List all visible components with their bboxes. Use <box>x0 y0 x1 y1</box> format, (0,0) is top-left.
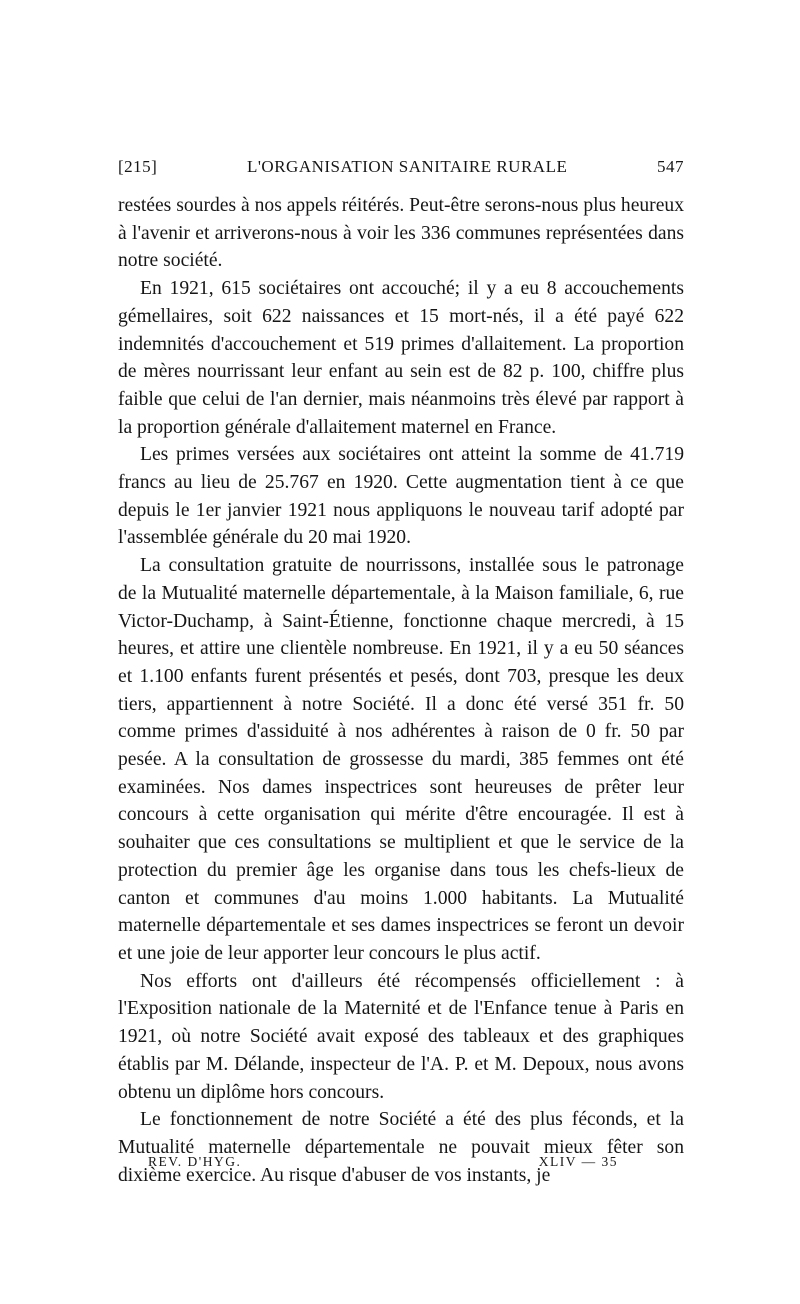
paragraph-3: Les primes versées aux sociétaires ont atteint la somme de 41.719 francs au lieu de 25.767 en 1920. Cette augmentation tient à ce que depuis le 1er janvier 1921 nous appliquons le nouveau tarif adopté par l'assemblée générale du 20 mai 1920. <box>118 444 684 549</box>
footer-journal: REV. D'HYG. <box>148 1154 242 1169</box>
paragraph-5: Nos efforts ont d'ailleurs été récompensés officiellement : à l'Exposition nationale de la Maternité et de l'Enfance tenue à Paris en 1921, où notre Société avait exposé des tableaux et des graphiques établis par M. Délande, inspecteur de l'A. P. et M. Depoux, nous avons obtenu un diplôme hors concours. <box>118 970 684 1103</box>
paragraph-1: restées sourdes à nos appels réitérés. Peut-être serons-nous plus heureux à l'avenir et arriverons-nous à voir les 336 communes représentées dans notre société. <box>118 195 684 272</box>
paragraph-2: En 1921, 615 sociétaires ont accouché; il y a eu 8 accouchements gémellaires, soit 622 naissances et 15 mort-nés, il a été payé 622 indemnités d'accouchement et 519 primes d'allaitement. La proportion de mères nourrissant leur enfant au sein est de 82 p. 100, chiffre plus faible que celui de l'an dernier, mais néanmoins très élevé par rapport à la proportion générale d'allaitement maternel en France. <box>118 278 684 438</box>
header-page-number: 547 <box>657 157 684 176</box>
running-header <box>118 157 684 177</box>
header-title: L'ORGANISATION SANITAIRE RURALE <box>246 157 568 176</box>
paragraph-4: La consultation gratuite de nourrissons, installée sous le patronage de la Mutualité maternelle départementale, à la Maison familiale, 6, rue Victor-Duchamp, à Saint-Étienne, fonctionne chaque mercredi, à 15 heures, et attire une clientèle nombreuse. En 1921, il y a eu 50 séances et 1.100 enfants furent présentés et pesés, dont 703, presque les deux tiers, appartiennent à notre Société. Il a donc été versé 351 fr. 50 comme primes d'assiduité à nos adhérentes à raison de 0 fr. 50 par pesée. A la consultation de grossesse du mardi, 385 femmes ont été examinées. Nos dames inspectrices sont heureuses de prêter leur concours à cette organisation qui mérite d'être encouragée. Il est à souhaiter que ces consultations se multiplient et que le service de la protection du premier âge les organise dans tous les chefs-lieux de canton et communes d'au moins 1.000 habitants. La Mutualité maternelle départementale et ses dames inspectrices se feront un devoir et une joie de leur apporter leur concours le plus actif. <box>118 555 684 964</box>
header-page-ref: [215] <box>118 157 158 176</box>
signature-line <box>148 1154 618 1170</box>
body-text <box>118 192 684 1189</box>
paragraph-6: Le fonctionnement de notre Société a été des plus féconds, et la Mutualité maternelle départementale ne pouvait mieux fêter son dixième exercice. Au risque d'abuser de vos instants, je <box>118 1109 684 1186</box>
footer-signature: XLIV — 35 <box>538 1154 618 1169</box>
